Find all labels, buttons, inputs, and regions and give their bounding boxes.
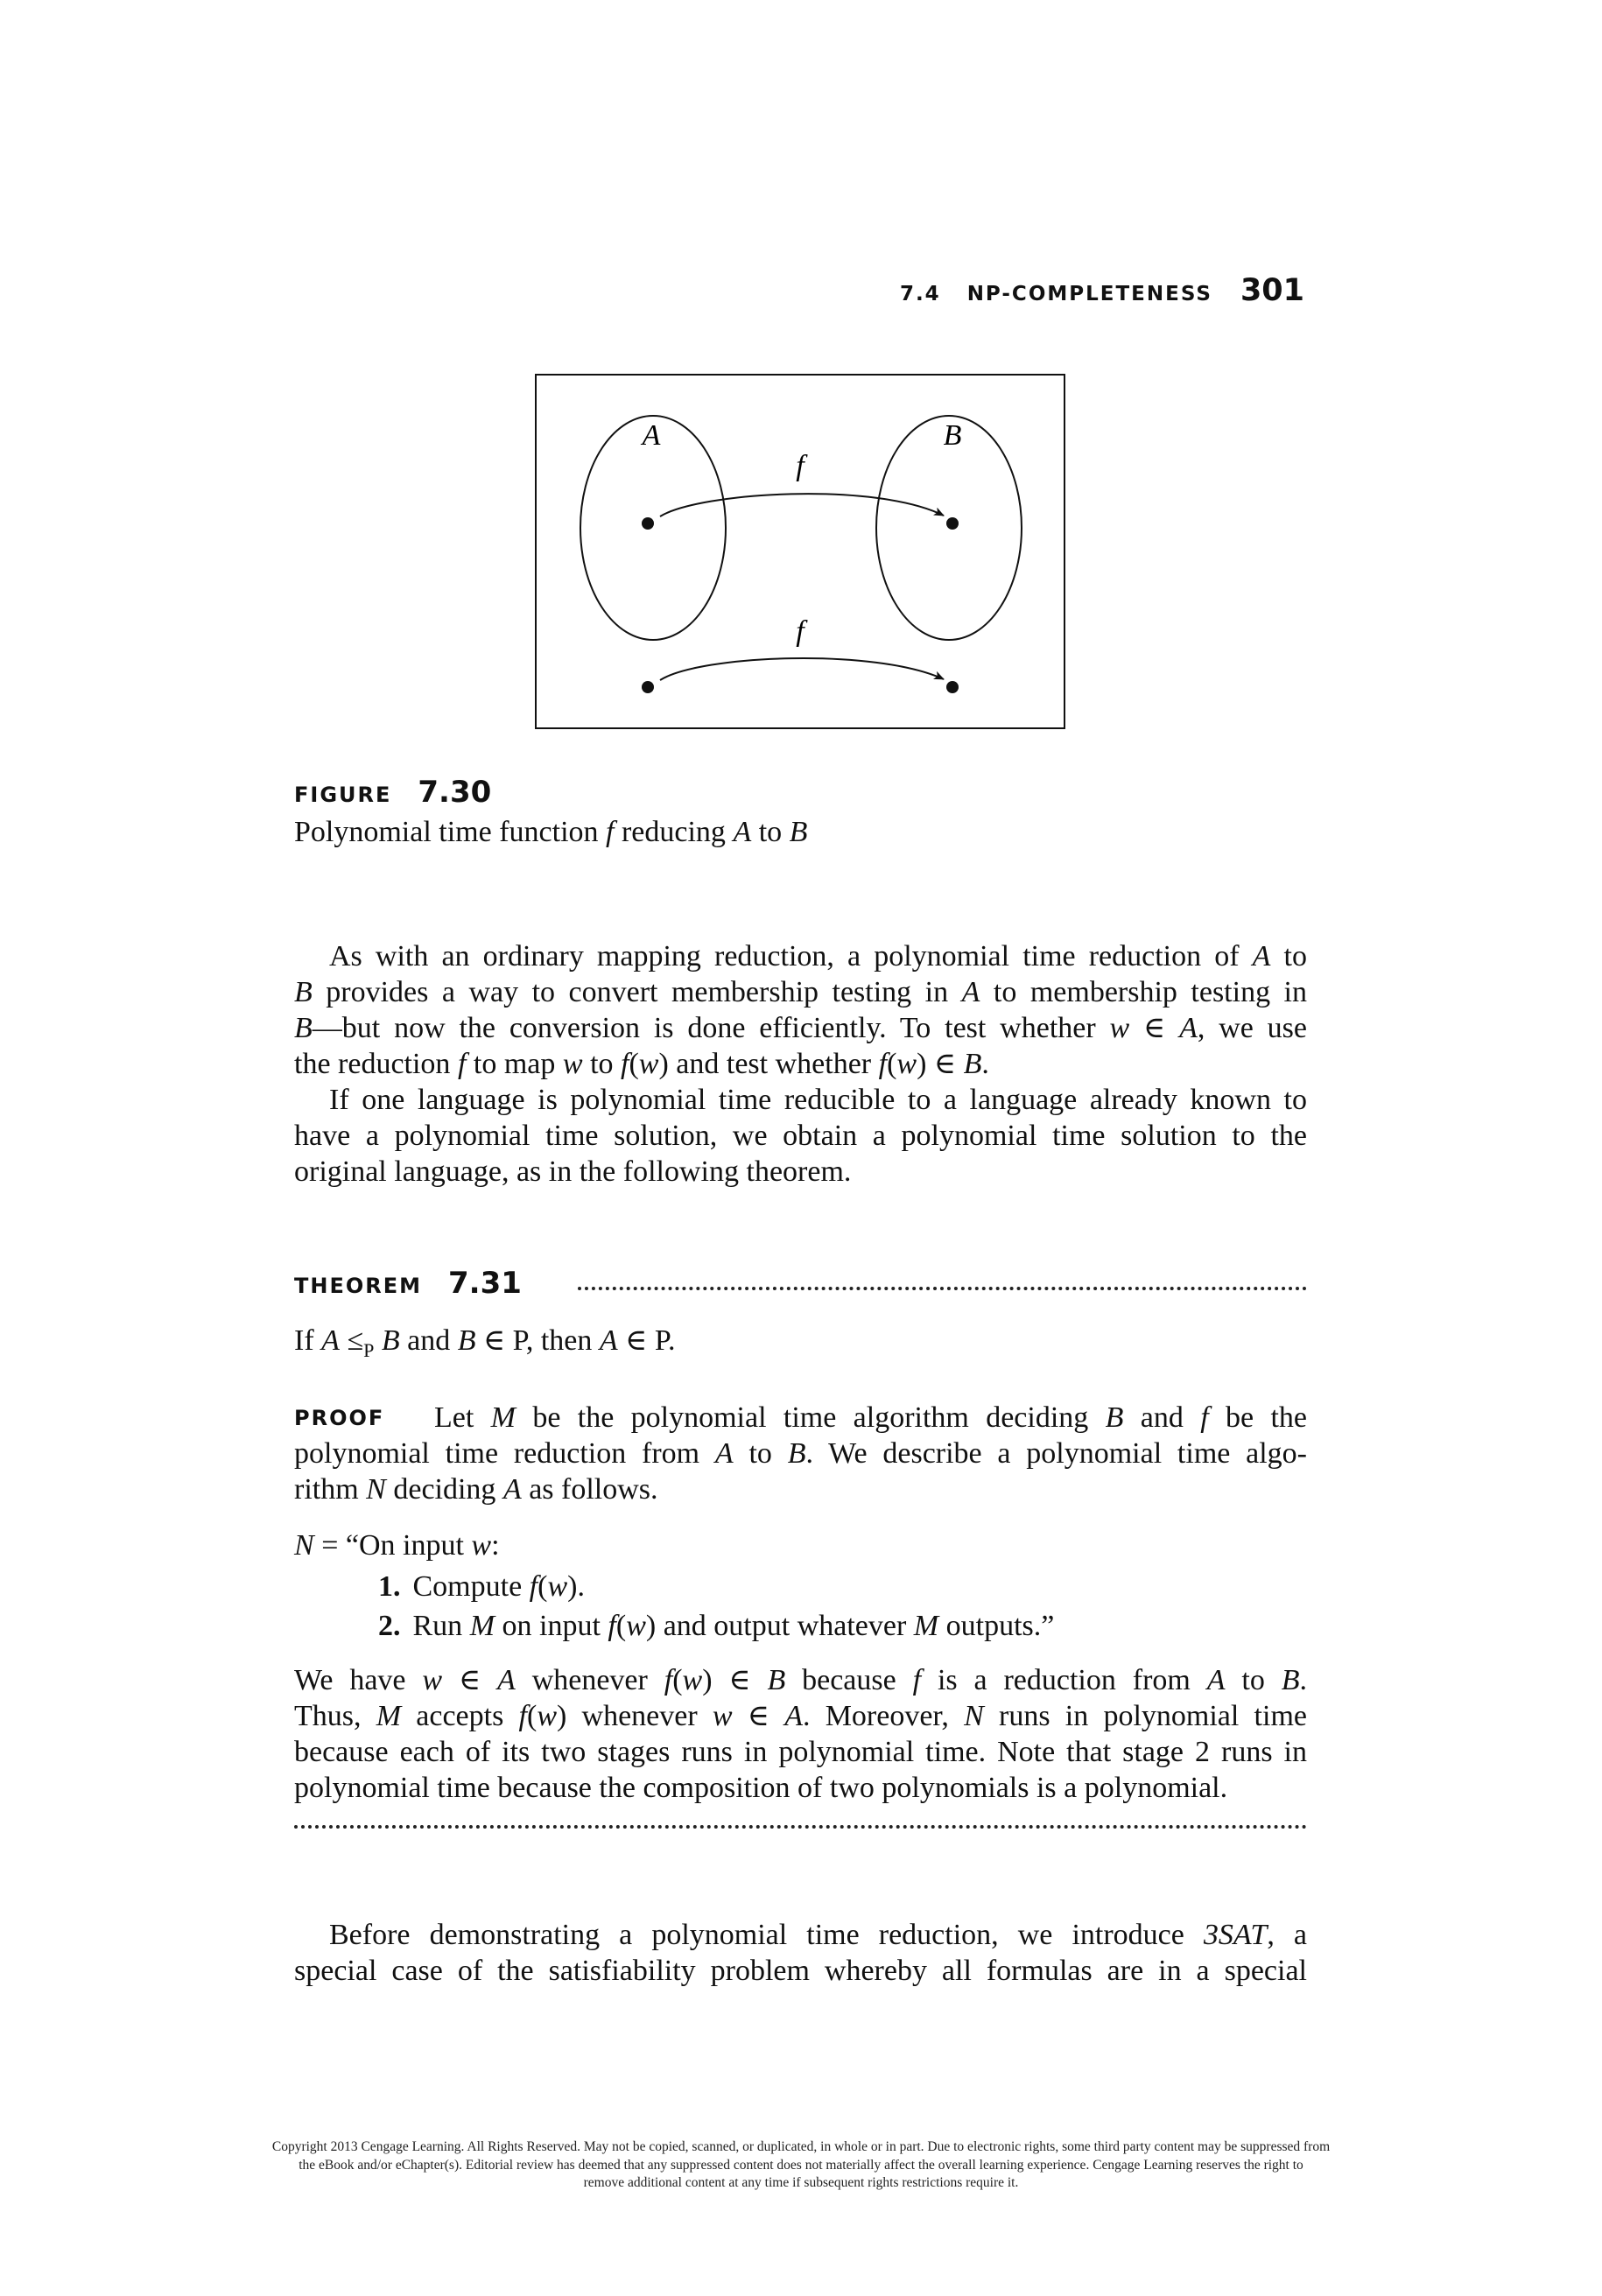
math-variable: M	[376, 1700, 402, 1732]
text-run: (	[538, 1570, 548, 1603]
text-run: (	[615, 1610, 627, 1642]
math-variable: f	[518, 1700, 527, 1732]
text-run: ∈ P, then	[475, 1324, 600, 1357]
math-variable: A	[497, 1664, 516, 1696]
text-line	[294, 1662, 1307, 1698]
text-run: If	[294, 1324, 322, 1357]
text-run: Polynomial time function	[294, 816, 607, 848]
text-run: ) and output whatever	[645, 1610, 914, 1642]
text-line	[294, 974, 1307, 1010]
figure-caption-heading	[294, 775, 491, 810]
arrow-f-bottom	[660, 658, 944, 680]
text-run: Run	[412, 1610, 470, 1642]
theorem-label: THEOREM	[294, 1274, 423, 1298]
text-run: to map	[466, 1048, 563, 1080]
text-run: —but now the conversion is done efficiently. To test whether	[312, 1012, 1110, 1044]
math-variable: M	[913, 1610, 939, 1642]
text-run: the reduction	[294, 1048, 458, 1080]
text-run: be the polynomial time algorithm deciding	[515, 1401, 1106, 1434]
math-variable: f	[606, 816, 615, 848]
footer-line: remove additional content at any time if subsequent rights restrictions require it.	[583, 2175, 1019, 2190]
math-variable: B	[789, 816, 808, 848]
proof-end-rule	[294, 1825, 1307, 1829]
math-variable: f	[457, 1048, 467, 1080]
text-line	[294, 1082, 1307, 1118]
text-run: polynomial time because the composition of two polynomials is a polynomial.	[294, 1772, 1228, 1804]
arrow-f-top	[660, 494, 944, 516]
intro-paragraphs	[294, 938, 1307, 1190]
text-run: If one language is polynomial time reducible to a language already known to	[329, 1084, 1307, 1116]
math-variable: f	[664, 1664, 673, 1696]
text-run: to	[582, 1048, 622, 1080]
next-paragraph	[294, 1917, 1307, 1989]
math-variable: w	[626, 1610, 646, 1642]
text-line	[294, 1046, 1307, 1082]
math-variable: w	[422, 1664, 443, 1696]
text-run	[374, 1324, 382, 1357]
math-variable: A	[784, 1700, 803, 1732]
footer-line: the eBook and/or eChapter(s). Editorial review has deemed that any suppressed content does not materially affect the overall learning experience. Cengage Learning reserves the right to	[299, 2157, 1303, 2173]
text-line	[294, 1436, 1307, 1471]
text-run: to	[1270, 940, 1308, 972]
text-run: runs in polynomial time	[983, 1700, 1307, 1732]
proof-body	[294, 1400, 1307, 1507]
math-variable: B	[294, 1012, 313, 1044]
text-run: ≤	[339, 1324, 364, 1357]
math-variable: f	[608, 1610, 616, 1642]
math-variable: N	[294, 1529, 314, 1562]
text-run: Compute	[412, 1570, 530, 1603]
figure-caption	[294, 814, 1307, 850]
text-run: to	[1225, 1664, 1282, 1696]
math-variable: M	[469, 1610, 495, 1642]
algorithm-head	[294, 1527, 1307, 1563]
math-variable: A	[733, 816, 752, 848]
label-f-bottom: f	[796, 615, 805, 648]
text-run: = “On input	[313, 1529, 472, 1562]
text-run: be the	[1208, 1401, 1307, 1434]
text-run: , a	[1267, 1919, 1308, 1951]
text-run: ∈	[1129, 1012, 1180, 1044]
text-line	[294, 1953, 1307, 1989]
text-run: original language, as in the following theorem.	[294, 1155, 852, 1188]
theorem-heading	[294, 1266, 522, 1301]
math-variable: f	[529, 1570, 538, 1603]
footer-line: Copyright 2013 Cengage Learning. All Rights Reserved. May not be copied, scanned, or duplicated, in whole or in part. Due to electronic rights, some third party content may be suppressed from	[271, 2139, 1331, 2154]
text-run: accepts	[401, 1700, 519, 1732]
algorithm-step	[294, 1606, 1307, 1646]
math-variable: A	[321, 1324, 340, 1357]
math-variable: A	[1252, 940, 1271, 972]
math-variable: A	[1179, 1012, 1198, 1044]
math-variable: B	[767, 1664, 786, 1696]
text-run: have a polynomial time solution, we obtain a polynomial time solution to the	[294, 1120, 1307, 1152]
math-variable: f	[878, 1048, 888, 1080]
point-in-b	[946, 517, 959, 530]
math-variable: w	[471, 1529, 492, 1562]
proof-closing	[294, 1662, 1307, 1806]
text-run: outputs.”	[938, 1610, 1055, 1642]
label-a: A	[642, 419, 661, 452]
text-run: whenever	[515, 1664, 664, 1696]
math-variable: A	[599, 1324, 618, 1357]
text-run: on input	[495, 1610, 608, 1642]
math-variable: N	[964, 1700, 984, 1732]
text-line	[294, 1010, 1307, 1046]
text-run: Before demonstrating a polynomial time reduction, we introduce	[329, 1919, 1204, 1951]
text-run: ∈	[732, 1700, 785, 1732]
text-run: and	[1123, 1401, 1201, 1434]
text-run: .	[1299, 1664, 1308, 1696]
text-run: . We describe a polynomial time algo-	[805, 1437, 1307, 1470]
math-variable: B	[381, 1324, 400, 1357]
math-variable: B	[457, 1324, 476, 1357]
math-variable: B	[787, 1437, 806, 1470]
math-variable: w	[712, 1700, 733, 1732]
math-variable: 3SAT	[1203, 1919, 1268, 1951]
math-subscript: P	[363, 1338, 375, 1361]
text-run: because	[785, 1664, 913, 1696]
text-line	[294, 1527, 1307, 1563]
math-variable: w	[682, 1664, 703, 1696]
text-run: deciding	[385, 1473, 503, 1506]
figure-diagram	[0, 0, 1602, 788]
text-run: We have	[294, 1664, 423, 1696]
proof-label: PROOF	[294, 1406, 385, 1430]
theorem-number: 7.31	[448, 1266, 522, 1301]
text-line	[294, 814, 1307, 850]
point-outside-a	[642, 681, 654, 693]
text-run: Thus,	[294, 1700, 376, 1732]
figure-label: FIGURE	[294, 783, 392, 807]
text-run: ∈	[442, 1664, 498, 1696]
label-f-top: f	[796, 450, 805, 482]
math-variable: A	[961, 976, 980, 1008]
label-b: B	[943, 419, 962, 452]
math-variable: f	[1200, 1401, 1209, 1434]
math-variable: A	[1206, 1664, 1226, 1696]
text-run: ).	[567, 1570, 585, 1603]
step-number: 1.	[378, 1570, 401, 1603]
figure-frame	[536, 375, 1064, 728]
math-variable: A	[714, 1437, 734, 1470]
text-line	[294, 1770, 1307, 1806]
text-run: is a reduction from	[921, 1664, 1207, 1696]
math-variable: M	[490, 1401, 516, 1434]
math-variable: w	[638, 1048, 659, 1080]
text-run: rithm	[294, 1473, 367, 1506]
text-run: (	[526, 1700, 538, 1732]
theorem-top-rule	[578, 1287, 1307, 1290]
text-run: special case of the satisfiability problem whereby all formulas are in a special	[294, 1955, 1307, 1987]
text-run: as follows.	[521, 1473, 658, 1506]
math-variable: f	[912, 1664, 922, 1696]
text-run: . Moreover,	[802, 1700, 965, 1732]
page-number: 301	[1240, 273, 1304, 308]
math-variable: w	[1109, 1012, 1130, 1044]
section-title: NP-COMPLETENESS	[966, 283, 1212, 305]
text-line	[294, 1471, 1307, 1507]
text-run: (	[887, 1048, 897, 1080]
text-run: ∈ P.	[617, 1324, 676, 1357]
text-run: to membership testing in	[980, 976, 1308, 1008]
text-run: and	[399, 1324, 458, 1357]
math-variable: N	[366, 1473, 386, 1506]
text-run: Let	[434, 1401, 491, 1434]
math-variable: w	[547, 1570, 568, 1603]
text-line	[294, 938, 1307, 974]
math-variable: w	[562, 1048, 583, 1080]
math-variable: B	[1105, 1401, 1124, 1434]
text-run: .	[981, 1048, 989, 1080]
math-variable: w	[896, 1048, 917, 1080]
text-line	[294, 1917, 1307, 1953]
copyright-footer	[175, 2138, 1427, 2193]
text-run: because each of its two stages runs in polynomial time. Note that stage 2 runs in	[294, 1736, 1307, 1768]
text-run: ) ∈	[917, 1048, 964, 1080]
math-variable: f	[621, 1048, 629, 1080]
text-run: ) ∈	[702, 1664, 768, 1696]
figure-number: 7.30	[418, 775, 492, 810]
text-line	[294, 1698, 1307, 1734]
point-outside-b	[946, 681, 959, 693]
math-variable: B	[1281, 1664, 1300, 1696]
text-line	[294, 1734, 1307, 1770]
text-run: ) and test whether	[658, 1048, 879, 1080]
math-variable: B	[294, 976, 313, 1008]
text-run: reducing	[614, 816, 734, 848]
text-run: provides a way to convert membership testing in	[312, 976, 962, 1008]
text-run: , we use	[1197, 1012, 1308, 1044]
math-variable: A	[502, 1473, 522, 1506]
text-run: :	[491, 1529, 500, 1562]
point-in-a	[642, 517, 654, 530]
section-number: 7.4	[899, 283, 941, 305]
algorithm-steps	[294, 1567, 1307, 1646]
text-run: to	[733, 1437, 788, 1470]
step-number: 2.	[378, 1610, 401, 1642]
text-run: (	[629, 1048, 639, 1080]
math-variable: B	[963, 1048, 982, 1080]
text-line	[294, 1323, 1307, 1359]
text-run: As with an ordinary mapping reduction, a polynomial time reduction of	[329, 940, 1253, 972]
text-run: to	[751, 816, 790, 848]
text-run: (	[672, 1664, 683, 1696]
text-line	[294, 1118, 1307, 1154]
text-run: ) whenever	[557, 1700, 713, 1732]
text-run: polynomial time reduction from	[294, 1437, 715, 1470]
algorithm-step	[294, 1567, 1307, 1606]
theorem-statement	[294, 1323, 1307, 1359]
text-line	[294, 1154, 1307, 1190]
math-variable: w	[537, 1700, 557, 1732]
text-line	[294, 1400, 1307, 1436]
